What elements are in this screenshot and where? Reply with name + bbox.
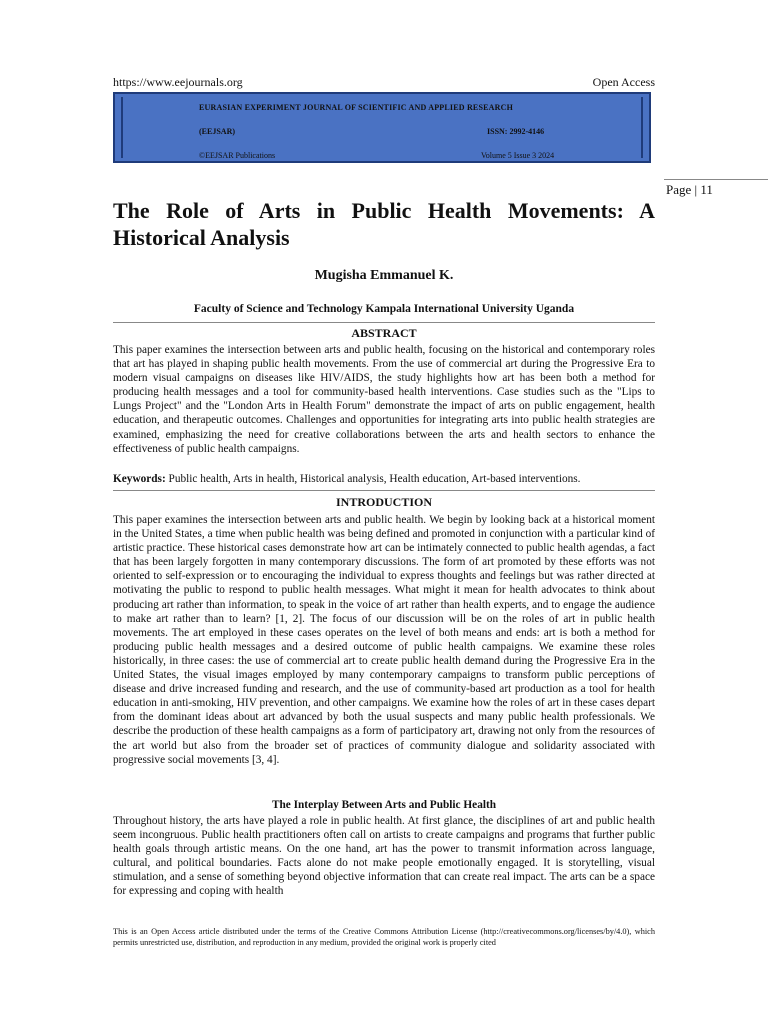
abstract-bottom-rule: [113, 490, 655, 491]
author-name: Mugisha Emmanuel K.: [314, 268, 454, 283]
author-affiliation: Faculty of Science and Technology Kampala International University Uganda: [193, 303, 575, 315]
keywords-line: [113, 472, 655, 486]
journal-volume: Volume 5 Issue 3 2024: [481, 151, 555, 160]
journal-publisher: ©EEJSAR Publications: [199, 151, 276, 160]
journal-issn: ISSN: 2992-4146: [487, 127, 545, 136]
open-access-label: Open Access: [592, 75, 655, 89]
keywords-label: Keywords:: [113, 473, 166, 485]
keywords-text: Public health, Arts in health, Historical analysis, Health education, Art-based interventions.: [165, 473, 581, 485]
introduction-text: This paper examines the intersection between arts and public health. We begin by looking back at a historical moment in the United States, a time when public health was being defined and promoted in conjunction with a particular kind of artistic practice. These historical cases demonstrate how art can be intimately connected to public health agendas, a fact that has been largely forgotten in many contemporary discussions. The form of art promoted by these efforts was not oriented to self-expression or to encouraging the individual to express thoughts and feelings but was rather directed at motivating the public to respond to public health messages. What might it mean for health advocates to think about producing art rather than information, to speak in the voice of art rather than health experts, and to engage the audience to make art rather than to learn? [1, 2]. The focus of our discussion will be on the roles of art in public health movements. The art employed in these cases operates on the level of both means and ends: art is both a method for producing public health messages and a desired outcome of public health campaigns. We examine these roles historically, in three cases: the use of commercial art to create public health demand during the Progressive Era in the United States, the visual images employed by many contemporary campaigns to transform public perceptions of disease and drive increased funding and research, and the use of community-based art production as a tool for health education in anti-smoking, HIV prevention, and other campaigns. We examine how the roles of art in these cases depart from the dominant ideas about art advanced by both the usual suspects and many public health professionals. We describe the production of these health campaigns as a form of participatory art, drawing not only from the resources of the art world but also from the broader set of practices of community dialogue and solidarity associated with progressive social movements [3, 4].: [113, 514, 655, 766]
abstract-top-rule: [113, 322, 655, 323]
license-footer: This is an Open Access article distributed under the terms of the Creative Commons Attribution License (http://creativecommons.org/licenses/by/4.0), which permits unrestricted use, distribution, and reproduction in any medium, provided the original work is properly cited: [113, 927, 655, 947]
journal-abbrev: (EEJSAR): [199, 127, 236, 136]
abstract-text: This paper examines the intersection between arts and public health, focusing on the historical and contemporary roles that art has played in shaping public health movements. From the use of commercial art during the Progressive Era to modern visual campaigns on diseases like HIV/AIDS, the study highlights how art has been both a method for producing health messages and a tool for community-based health interventions. Case studies such as the "Lips to Lungs Project" and the "London Arts in Health Forum" demonstrate the impact of arts on public engagement, health education, and therapeutic outcomes. Challenges and opportunities for integrating arts into public health strategies are examined, emphasizing the need for creative collaborations between the arts and health sectors to enhance the effectiveness of public health campaigns.: [113, 344, 655, 455]
paper-title: The Role of Arts in Public Health Movements: A Historical Analysis: [113, 198, 655, 250]
page-number-rule: [664, 179, 768, 180]
banner-frame: [121, 97, 643, 158]
page-number: Page | 11: [666, 182, 713, 197]
interplay-heading: The Interplay Between Arts and Public Health: [271, 799, 497, 811]
interplay-text: Throughout history, the arts have played a role in public health. At first glance, the disciplines of art and public health seem incongruous. Public health practitioners often call on artists to create campaigns and programs that further public health goals through artistic means. On the one hand, art has the power to transmit information across language, cultural, and political boundaries. Facts alone do not make people emotionally engaged. It is storytelling, visual stimulation, and a sense of something beyond objective information that can create real impact. The arts can be a space for expressing and coping with health: [113, 815, 655, 898]
abstract-heading: ABSTRACT: [351, 326, 417, 340]
journal-banner: [113, 92, 651, 163]
journal-name: EURASIAN EXPERIMENT JOURNAL OF SCIENTIFIC AND APPLIED RESEARCH: [199, 103, 514, 112]
introduction-heading: INTRODUCTION: [335, 495, 432, 509]
journal-url[interactable]: https://www.eejournals.org: [113, 75, 243, 89]
